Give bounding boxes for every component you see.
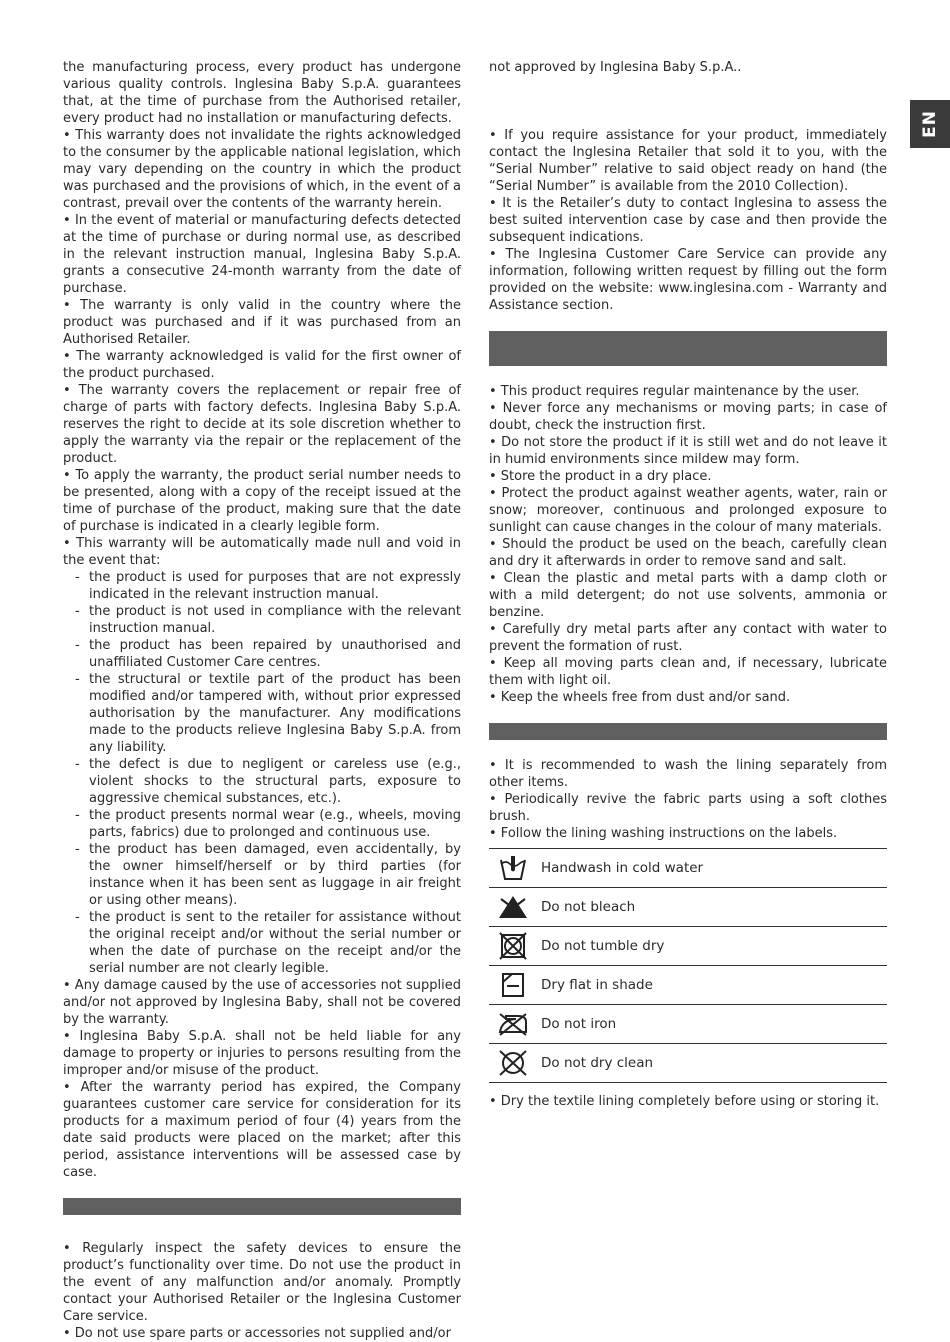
care-symbol-label: Do not dry clean — [541, 1054, 654, 1071]
right-column — [489, 59, 887, 1110]
care-symbols-table — [489, 848, 887, 1083]
no-bleach-icon — [493, 892, 533, 922]
warranty-bullet: • This warranty does not invalidate the rights acknowledged to the consumer by the applicable national legislation, which may vary depending on the country in which the product was purchased and the provisions of which, in the event of a contrast, prevail over the contents of the warranty herein. — [63, 128, 461, 211]
section-header-bar — [489, 723, 887, 740]
no-dry-clean-icon — [493, 1048, 533, 1078]
void-condition: - the defect is due to negligent or careless use (e.g., violent shocks to the structural parts, exposure to aggressive chemical substances, etc.). — [89, 756, 461, 807]
void-condition: - the structural or textile part of the product has been modified and/or tampered with, without prior expressed authorisation by the manufacturer. Any modifications made to the products relieve Inglesina Baby S.p.A. from any liability. — [89, 671, 461, 756]
left-column — [63, 59, 461, 1342]
maintenance-bullet: • Do not store the product if it is still wet and do not leave it in humid environments since mildew may form. — [489, 435, 887, 467]
care-symbol-row — [489, 849, 887, 888]
assistance-bullet: • The Inglesina Customer Care Service can provide any information, following written request by filling out the form provided on the website: www.inglesina.com - Warranty and Assistance section. — [489, 247, 887, 313]
care-symbol-label: Handwash in cold water — [541, 859, 704, 876]
warranty-bullet: • This warranty will be automatically made null and void in the event that: — [63, 536, 461, 568]
maintenance-bullet: • This product requires regular maintenance by the user. — [489, 384, 860, 399]
no-iron-icon — [493, 1009, 533, 1039]
section-header-bar — [489, 331, 887, 366]
care-symbol-row — [489, 927, 887, 966]
care-symbol-label: Do not tumble dry — [541, 937, 665, 954]
no-tumble-dry-icon — [493, 931, 533, 961]
language-tab — [910, 100, 950, 148]
care-symbol-label: Do not iron — [541, 1015, 617, 1032]
maintenance-bullet: • Clean the plastic and metal parts with a damp cloth or with a mild detergent; do not use solvents, ammonia or benzine. — [489, 571, 887, 620]
assistance-bullet: • If you require assistance for your product, immediately contact the Inglesina Retailer that sold it to you, with the “Serial Number” relative to said object ready on hand (the “Serial Number” is available from the 2010 Collection). — [489, 128, 887, 194]
maintenance-bullet: • Keep the wheels free from dust and/or sand. — [489, 690, 791, 705]
maintenance-bullet: • Keep all moving parts clean and, if necessary, lubricate them with light oil. — [489, 656, 887, 688]
warranty-bullet: • In the event of material or manufacturing defects detected at the time of purchase or during normal use, as described in the relevant instruction manual, Inglesina Baby S.p.A. grants a consecutive 24-month warranty from the date of purchase. — [63, 213, 461, 296]
safety-bullet: • Do not use spare parts or accessories not supplied and/or — [63, 1326, 451, 1341]
warranty-bullet: • The warranty acknowledged is valid for the first owner of the product purchased. — [63, 349, 461, 381]
warranty-bullet: • After the warranty period has expired, the Company guarantees customer care service for consideration for its products for a maximum period of four (4) years from the date said products were placed on the market; after this period, assistance interventions will be assessed case by case. — [63, 1080, 461, 1180]
care-symbol-row — [489, 888, 887, 927]
handwash-icon — [493, 853, 533, 883]
language-code: EN — [920, 110, 940, 138]
void-condition: - the product presents normal wear (e.g., wheels, moving parts, fabrics) due to prolonged and continuous use. — [89, 807, 461, 841]
fabric-bullet: • It is recommended to wash the lining separately from other items. — [489, 758, 887, 790]
continued-text: not approved by Inglesina Baby S.p.A.. — [489, 60, 742, 75]
void-condition: - the product is not used in compliance with the relevant instruction manual. — [89, 603, 461, 637]
maintenance-bullet: • Never force any mechanisms or moving parts; in case of doubt, check the instruction first. — [489, 401, 887, 433]
care-symbol-row — [489, 1044, 887, 1083]
warranty-intro: the manufacturing process, every product has undergone various quality controls. Inglesina Baby S.p.A. guarantees that, at the time of purchase from the Authorised retailer, every product had no installation or manufacturing defects. — [63, 60, 461, 126]
warranty-bullet: • To apply the warranty, the product serial number needs to be presented, along with a copy of the receipt issued at the time of purchase of the product, making sure that the date of purchase is indicated in a clearly legible form. — [63, 468, 461, 534]
maintenance-bullet: • Store the product in a dry place. — [489, 469, 712, 484]
care-symbol-row — [489, 966, 887, 1005]
dry-flat-shade-icon — [493, 970, 533, 1000]
fabric-bullet: • Periodically revive the fabric parts using a soft clothes brush. — [489, 792, 887, 824]
section-header-bar — [63, 1198, 461, 1215]
maintenance-bullet: • Carefully dry metal parts after any contact with water to prevent the formation of rust. — [489, 622, 887, 654]
maintenance-bullet: • Should the product be used on the beach, carefully clean and dry it afterwards in order to remove sand and salt. — [489, 537, 887, 569]
care-symbol-label: Dry flat in shade — [541, 976, 653, 993]
care-symbol-row — [489, 1005, 887, 1044]
final-note: • Dry the textile lining completely before using or storing it. — [489, 1094, 880, 1109]
void-condition: - the product has been damaged, even accidentally, by the owner himself/herself or by third parties (for instance when it has been sent as luggage in air freight or using other means). — [89, 841, 461, 909]
care-symbol-label: Do not bleach — [541, 898, 636, 915]
warranty-bullet: • The warranty is only valid in the country where the product was purchased and if it was purchased from an Authorised Retailer. — [63, 298, 461, 347]
assistance-bullet: • It is the Retailer’s duty to contact Inglesina to assess the best suited intervention case by case and then provide the subsequent indications. — [489, 196, 887, 245]
warranty-bullet: • Inglesina Baby S.p.A. shall not be held liable for any damage to property or injuries to persons resulting from the improper and/or misuse of the product. — [63, 1029, 461, 1078]
void-condition: - the product is used for purposes that are not expressly indicated in the relevant instruction manual. — [89, 569, 461, 603]
fabric-bullet: • Follow the lining washing instructions on the labels. — [489, 826, 838, 841]
warranty-bullet: • The warranty covers the replacement or repair free of charge of parts with factory defects. Inglesina Baby S.p.A. reserves the right to decide at its sole discretion whether to apply the warranty via the repair or the replacement of the product. — [63, 383, 461, 466]
void-condition: - the product has been repaired by unauthorised and unaffiliated Customer Care centres. — [89, 637, 461, 671]
void-condition: - the product is sent to the retailer for assistance without the original receipt and/or without the serial number or when the date of purchase on the receipt and/or the serial number are not clearly legible. — [89, 909, 461, 977]
warranty-bullet: • Any damage caused by the use of accessories not supplied and/or not approved by Inglesina Baby, shall not be covered by the warranty. — [63, 978, 461, 1027]
safety-bullet: • Regularly inspect the safety devices to ensure the product’s functionality over time. Do not use the product in the event of any malfunction and/or anomaly. Promptly contact your Authorised Retailer or the Inglesina Customer Care service. — [63, 1241, 461, 1324]
maintenance-bullet: • Protect the product against weather agents, water, rain or snow; moreover, continuous and prolonged exposure to sunlight can cause changes in the colour of many materials. — [489, 486, 887, 535]
